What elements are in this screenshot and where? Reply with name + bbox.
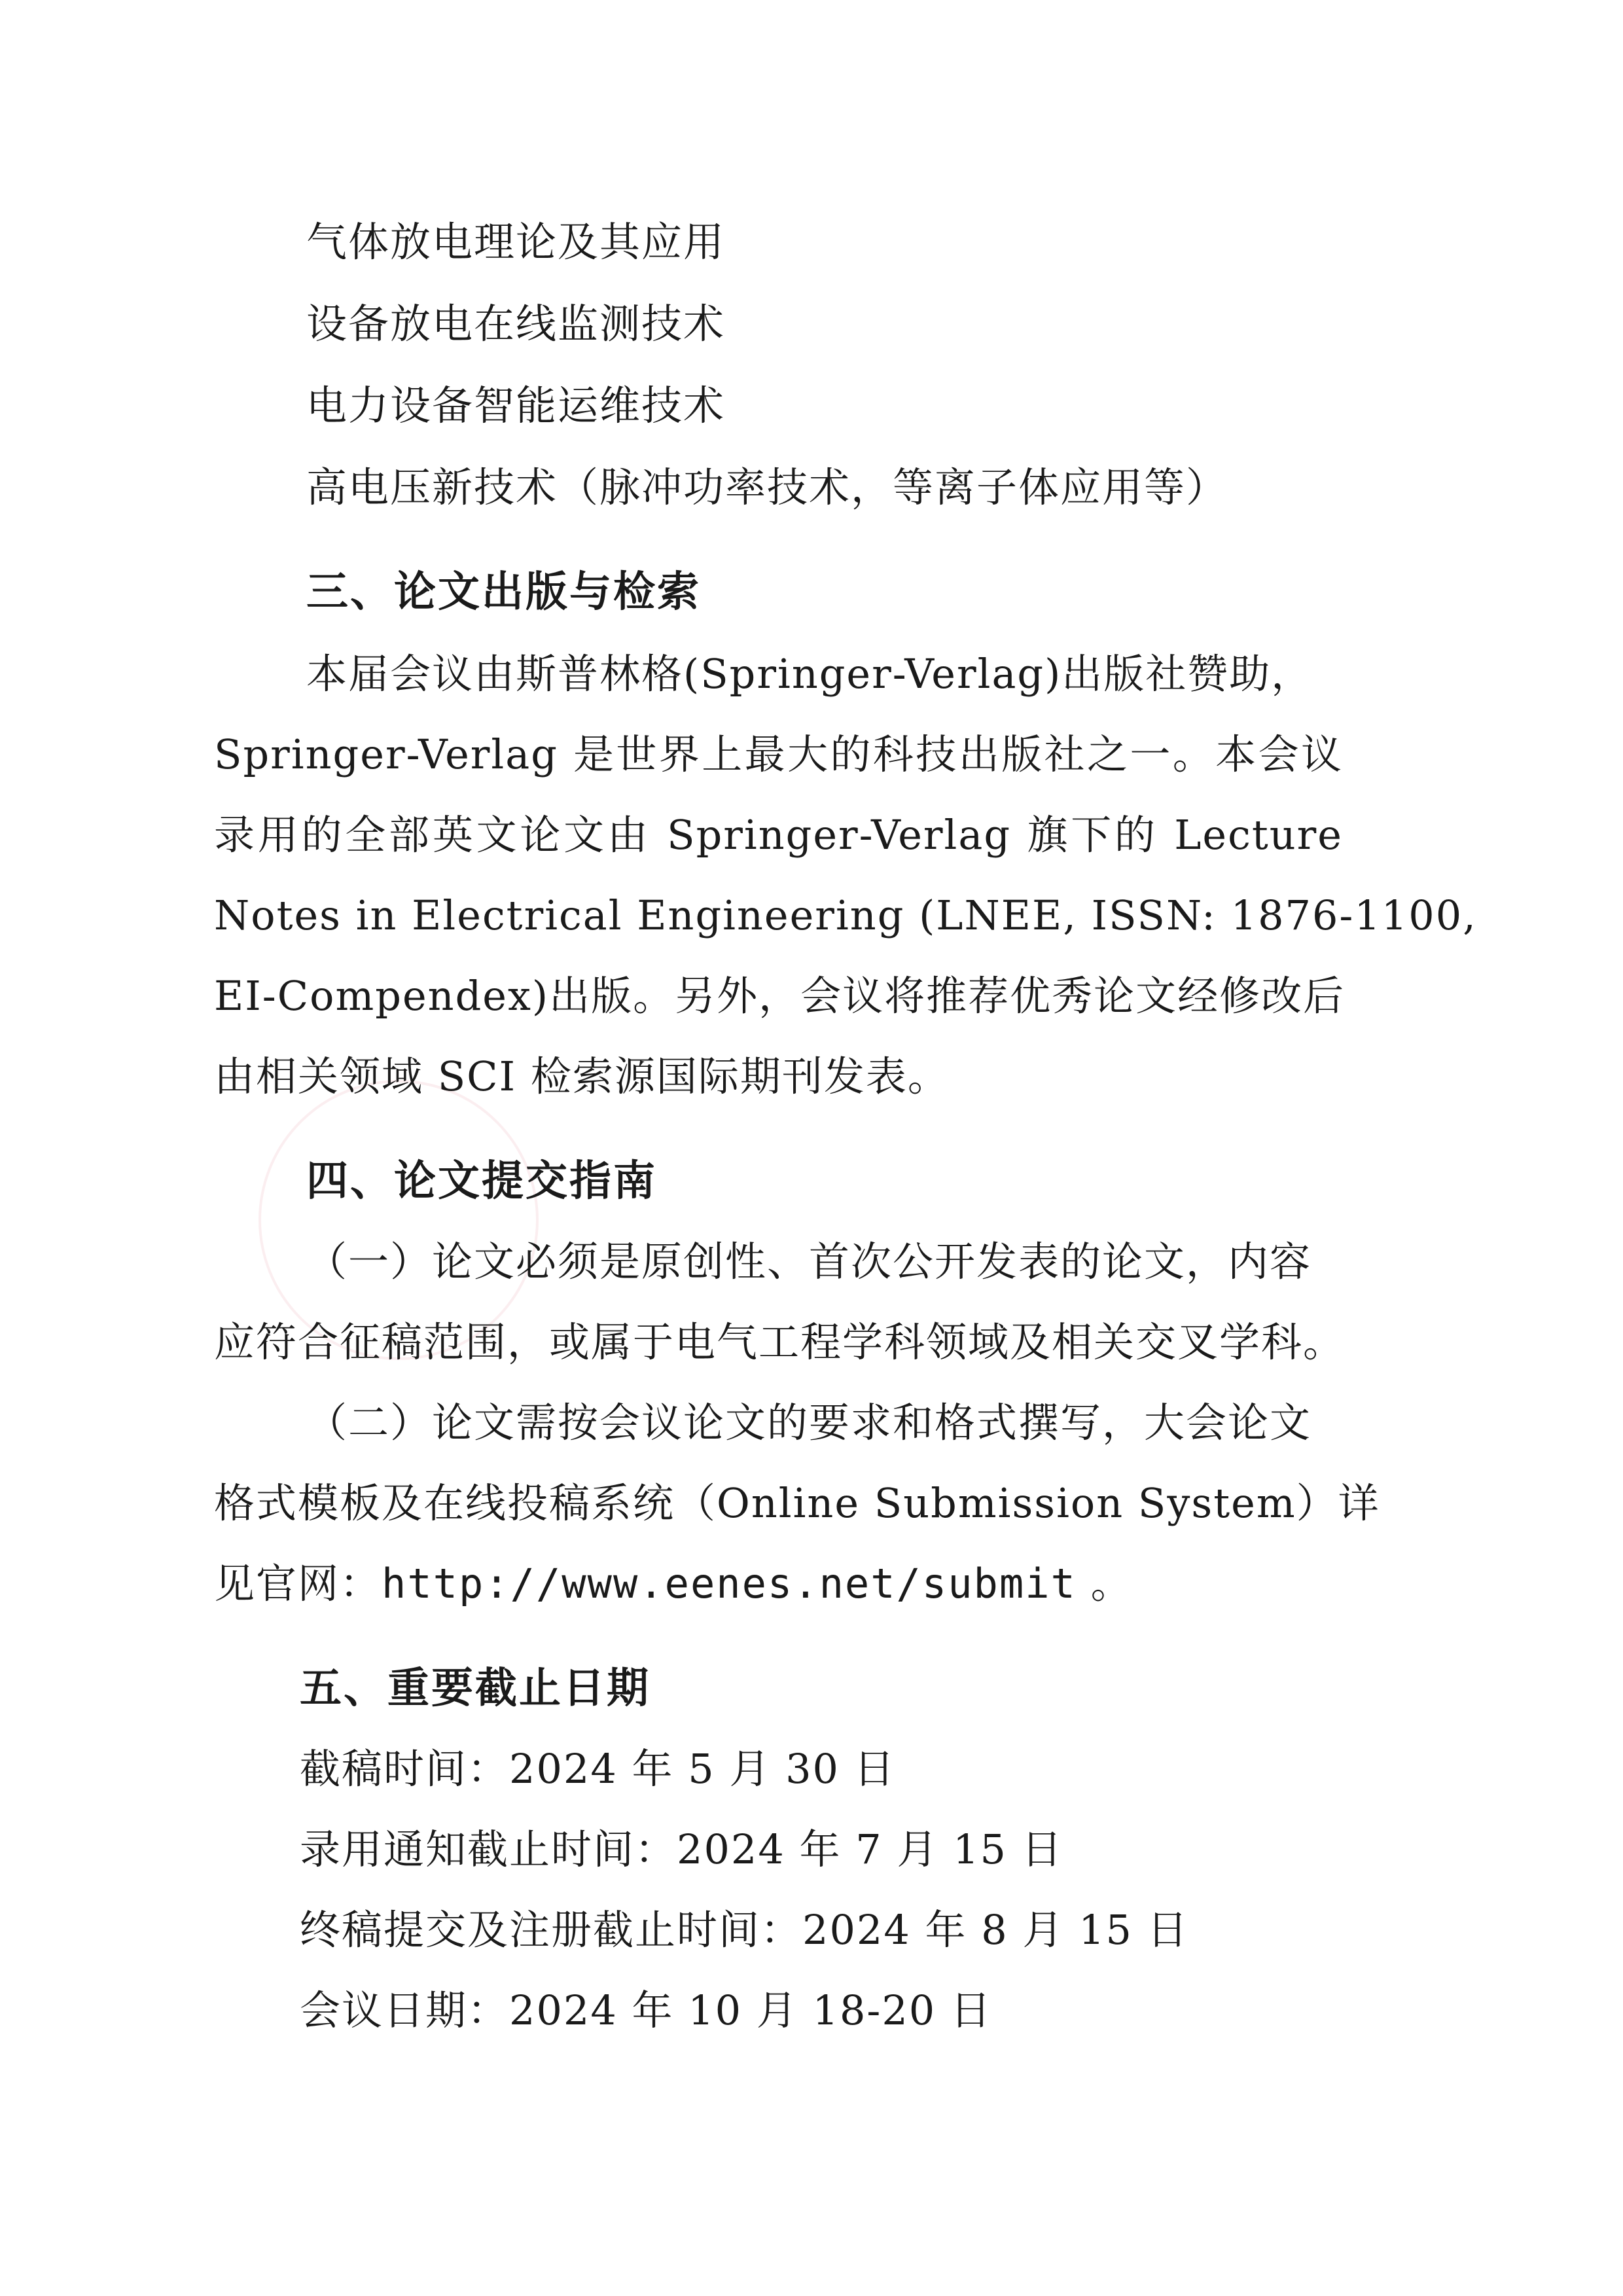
paragraph-line: （一）论文必须是原创性、首次公开发表的论文，内容 [306, 1238, 1312, 1285]
section-heading-publication: 三、论文出版与检索 [306, 568, 701, 617]
url-suffix: 。 [1076, 1560, 1133, 1607]
topic-item: 气体放电理论及其应用 [306, 218, 726, 266]
paragraph-line: 录用的全部英文论文由 Springer-Verlag 旗下的 Lecture [214, 811, 1343, 859]
topic-item: 设备放电在线监测技术 [306, 300, 726, 348]
paragraph-line-website [214, 1558, 1133, 1610]
website-label: 见官网： [214, 1560, 382, 1607]
conference-date: 会议日期：2024 年 10 月 18-20 日 [300, 1986, 992, 2034]
paragraph-line: 本届会议由斯普林格(Springer-Verlag)出版社赞助， [306, 650, 1313, 698]
section-heading-submission: 四、论文提交指南 [306, 1157, 657, 1206]
deadline-submission: 截稿时间：2024 年 5 月 30 日 [300, 1745, 896, 1793]
topic-item: 高电压新技术（脉冲功率技术，等离子体应用等） [306, 463, 1228, 511]
paragraph-line: 由相关领域 SCI 检索源国际期刊发表。 [214, 1052, 950, 1100]
paragraph-line: 格式模板及在线投稿系统（Online Submission System）详 [214, 1479, 1380, 1527]
paragraph-line: 应符合征稿范围，或属于电气工程学科领域及相关交叉学科。 [214, 1318, 1346, 1366]
section-heading-deadlines: 五、重要截止日期 [300, 1664, 651, 1713]
topic-item: 电力设备智能运维技术 [306, 382, 726, 429]
paragraph-line: Springer-Verlag 是世界上最大的科技出版社之一。本会议 [214, 730, 1343, 778]
deadline-notification: 录用通知截止时间：2024 年 7 月 15 日 [300, 1825, 1063, 1873]
submission-url-link[interactable]: http://www.eenes.net/submit [382, 1560, 1077, 1607]
paragraph-line: （二）论文需按会议论文的要求和格式撰写，大会论文 [306, 1399, 1312, 1446]
paragraph-line: EI-Compendex)出版。另外，会议将推荐优秀论文经修改后 [214, 972, 1346, 1020]
paragraph-line: Notes in Electrical Engineering (LNEE, ISSN: 1876-1100, [214, 891, 1477, 939]
deadline-final-registration: 终稿提交及注册截止时间：2024 年 8 月 15 日 [300, 1906, 1189, 1954]
